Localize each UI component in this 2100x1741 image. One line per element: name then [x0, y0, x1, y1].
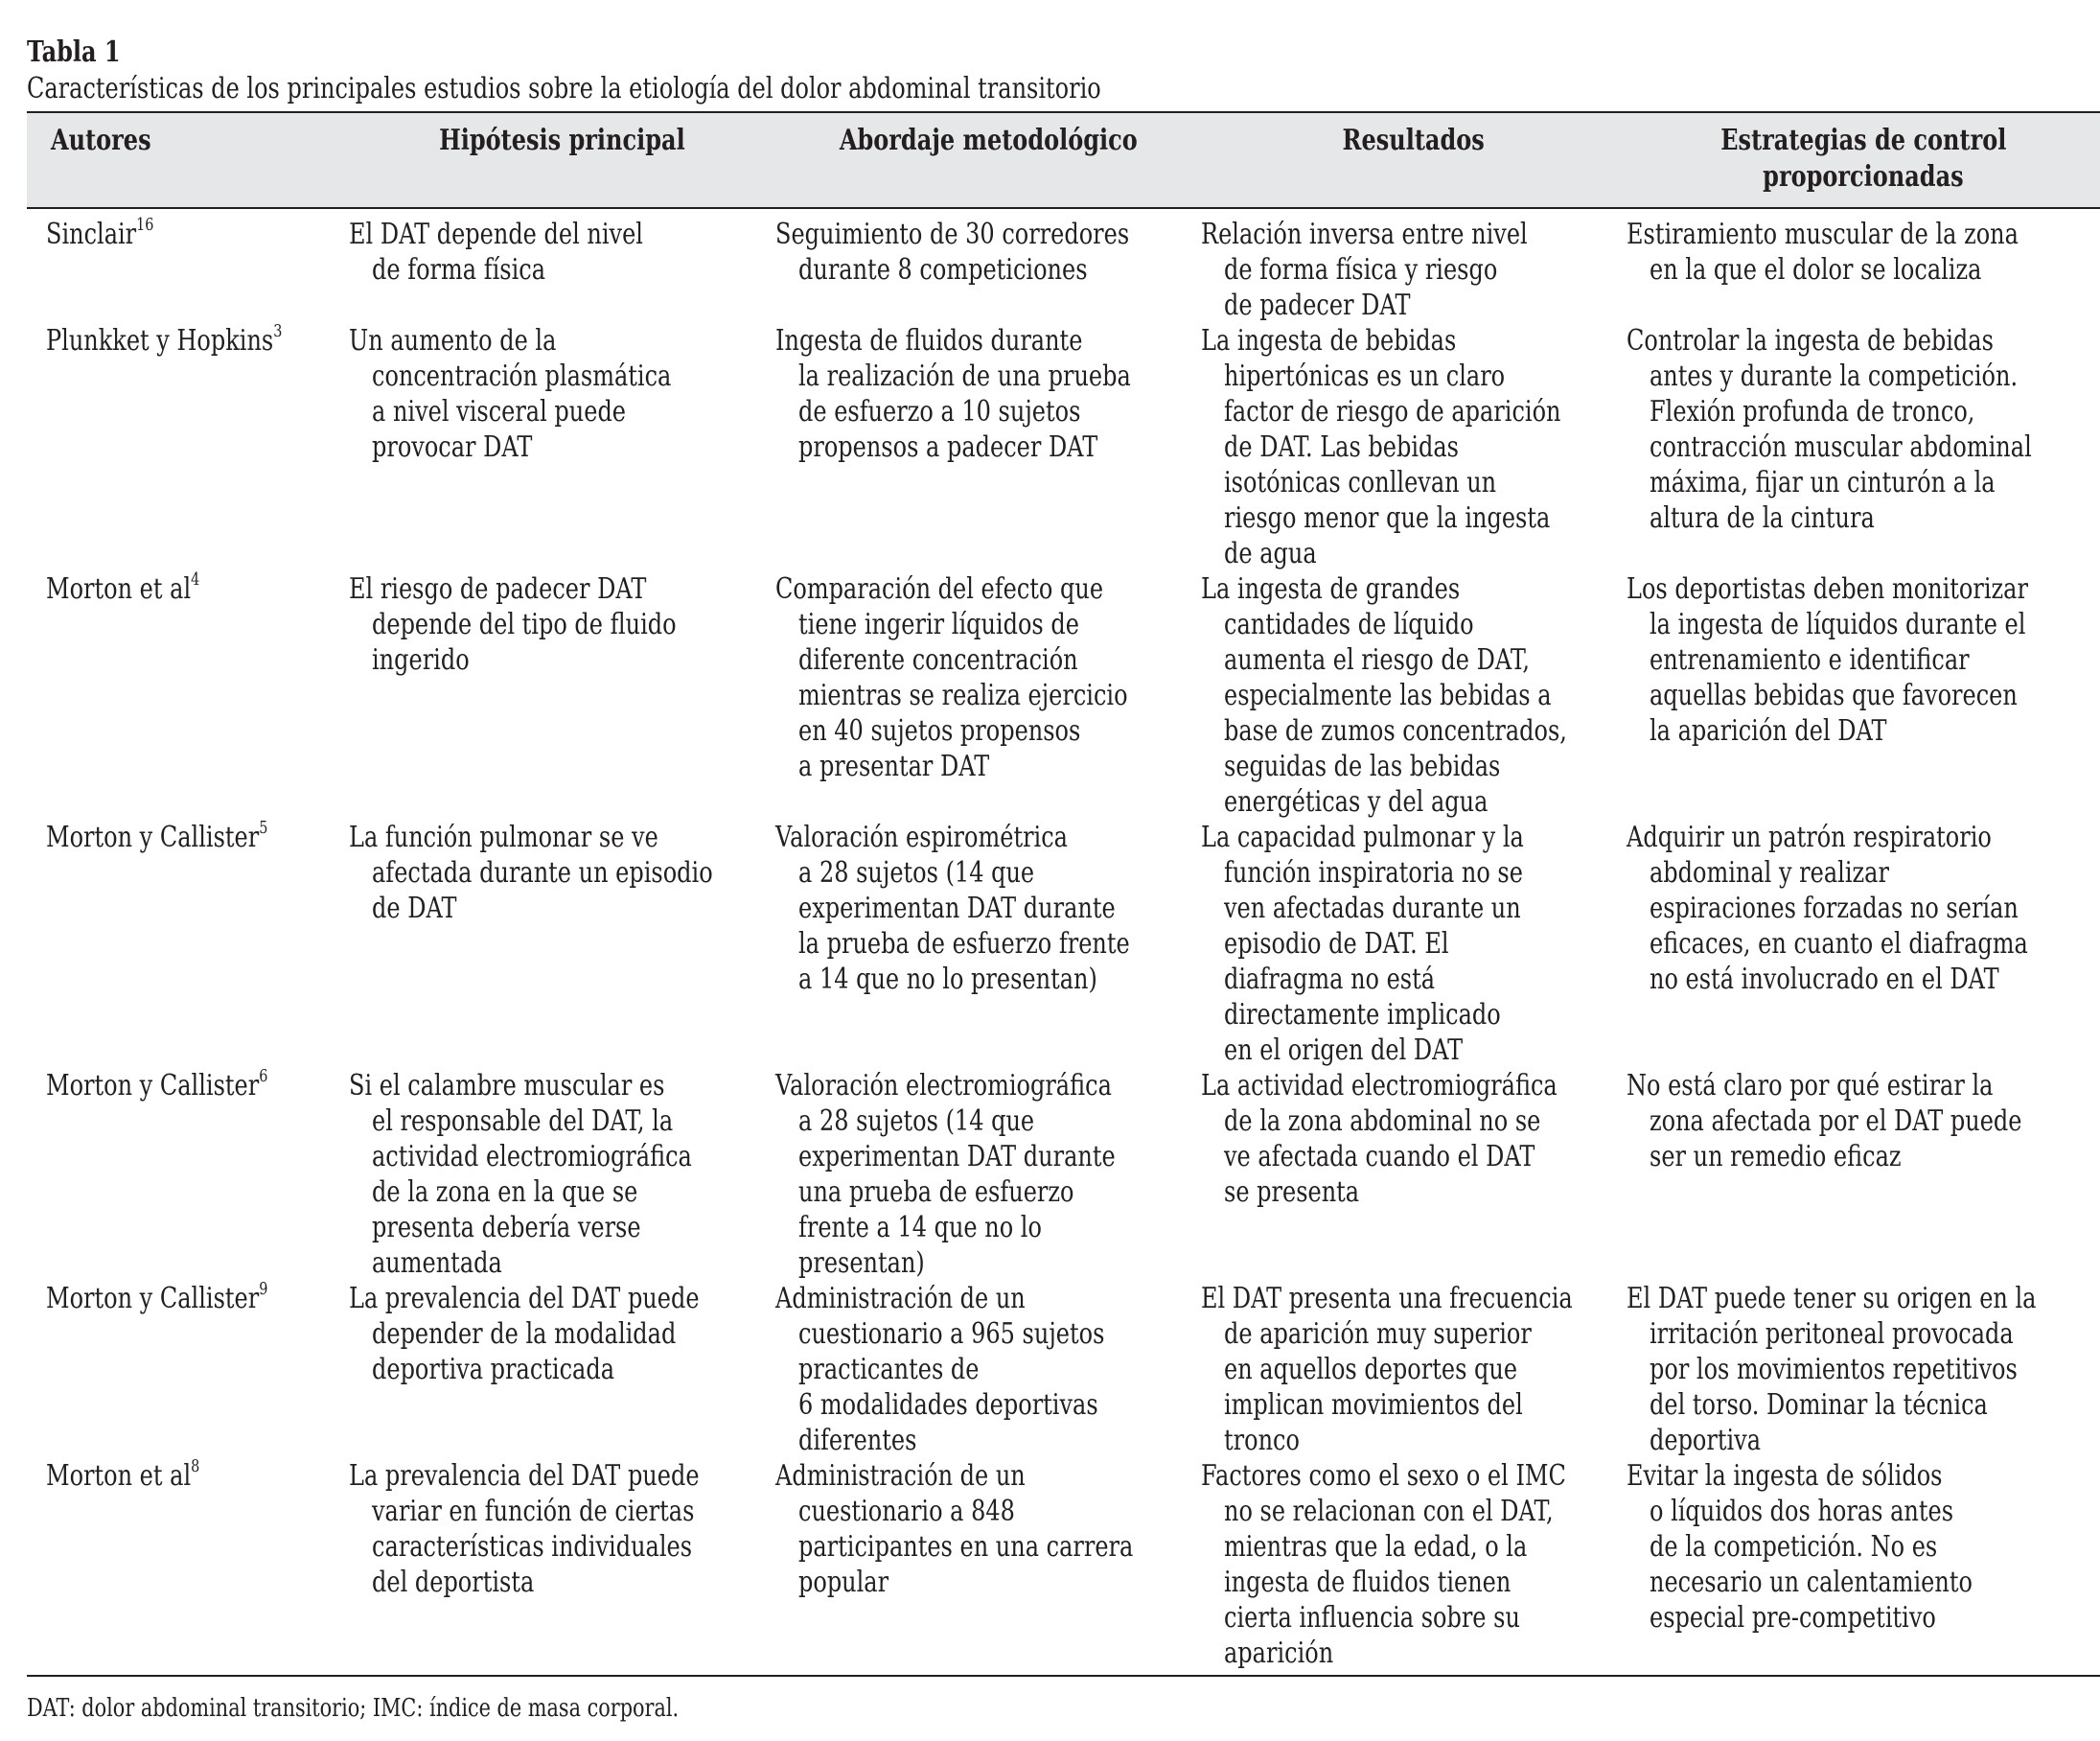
cell-line: en la que el dolor se localiza [1650, 253, 1982, 287]
cell-line: deportiva practicada [372, 1353, 614, 1386]
cell-line: la aparición del DAT [1650, 714, 1887, 748]
cell-line: irritación peritoneal provocada [1650, 1317, 2014, 1351]
cell-line: Relación inversa entre nivel [1201, 218, 1528, 251]
cell-line: o líquidos dos horas antes [1650, 1495, 1954, 1528]
cell-line: presentan) [798, 1246, 925, 1280]
cell-line: La ingesta de bebidas [1201, 324, 1457, 358]
cell-line: popular [798, 1566, 889, 1599]
cell-line: La actividad electromiográfica [1201, 1069, 1558, 1103]
table-caption: Características de los principales estudios sobre la etiología del dolor abdominal transitorio [27, 72, 1101, 105]
strategies-cell [1627, 1281, 2100, 1458]
cell-line: Adquirir un patrón respiratorio [1627, 821, 1992, 854]
cell-line: depender de la modalidad [372, 1317, 677, 1351]
cell-line: especial pre-competitivo [1650, 1601, 1936, 1635]
cell-line: diafragma no está [1224, 963, 1436, 996]
table-row [27, 323, 2100, 571]
cell-line: Evitar la ingesta de sólidos [1627, 1459, 1943, 1493]
cell-line: del deportista [372, 1566, 535, 1599]
author-name: Plunkket y Hopkins [46, 324, 274, 358]
cell-line: de agua [1224, 537, 1317, 570]
cell-line: El DAT presenta una frecuencia [1201, 1282, 1573, 1315]
cell-line: aquellas bebidas que favorecen [1650, 679, 2018, 712]
cell-line: de esfuerzo a 10 sujetos [798, 395, 1081, 429]
reference-number: 16 [136, 215, 154, 235]
method-cell [775, 1068, 1201, 1281]
cell-line: de la zona en la que se [372, 1175, 638, 1209]
table-label: Tabla 1 [27, 35, 121, 69]
cell-line: cierta influencia sobre su [1224, 1601, 1520, 1635]
cell-line: tronco [1224, 1424, 1300, 1457]
header-hypothesis: Hipótesis principal [349, 112, 775, 208]
cell-line: Ingesta de fluidos durante [775, 324, 1083, 358]
cell-line: no está involucrado en el DAT [1650, 963, 1999, 996]
header-row [27, 112, 2100, 208]
cell-line: especialmente las bebidas a [1224, 679, 1552, 712]
table-footnote: DAT: dolor abdominal transitorio; IMC: índice de masa corporal. [27, 1694, 680, 1723]
cell-line: frente a 14 que no lo [798, 1211, 1042, 1244]
strategies-cell [1627, 323, 2100, 571]
cell-line: máxima, fijar un cinturón a la [1650, 466, 1996, 499]
cell-line: del torso. Dominar la técnica [1650, 1388, 1988, 1422]
cell-line: La prevalencia del DAT puede [349, 1282, 700, 1315]
cell-line: La prevalencia del DAT puede [349, 1459, 700, 1493]
cell-line: a presentar DAT [798, 750, 990, 783]
results-cell [1201, 820, 1627, 1068]
cell-line: base de zumos concentrados, [1224, 714, 1567, 748]
cell-line: Controlar la ingesta de bebidas [1627, 324, 1994, 358]
table-row [27, 208, 2100, 323]
table-figure [27, 35, 2100, 1725]
cell-line: No está claro por qué estirar la [1627, 1069, 1994, 1103]
cell-line: durante 8 competiciones [798, 253, 1088, 287]
header-authors: Autores [27, 112, 349, 208]
table-row [27, 820, 2100, 1068]
cell-line: altura de la cintura [1650, 501, 1875, 535]
cell-line: abdominal y realizar [1650, 856, 1889, 890]
cell-line: contracción muscular abdominal [1650, 430, 2032, 464]
cell-line: de la competición. No es [1650, 1530, 1938, 1564]
cell-line: aparición [1224, 1637, 1334, 1670]
cell-line: eficaces, en cuanto el diafragma [1650, 927, 2028, 961]
cell-line: no se relacionan con el DAT, [1224, 1495, 1554, 1528]
cell-line: Flexión profunda de tronco, [1650, 395, 1975, 429]
cell-line: a nivel visceral puede [372, 395, 627, 429]
cell-line: El DAT puede tener su origen en la [1627, 1282, 2037, 1315]
cell-line: diferentes [798, 1424, 917, 1457]
cell-line: La capacidad pulmonar y la [1201, 821, 1524, 854]
cell-line: aumenta el riesgo de DAT, [1224, 643, 1530, 677]
cell-line: cuestionario a 965 sujetos [798, 1317, 1105, 1351]
table-body [27, 208, 2100, 1676]
cell-line: experimentan DAT durante [798, 892, 1116, 925]
cell-line: por los movimientos repetitivos [1650, 1353, 2018, 1386]
author-name: Sinclair [46, 218, 137, 251]
cell-line: afectada durante un episodio [372, 856, 713, 890]
cell-line: energéticas y del agua [1224, 785, 1488, 819]
cell-line: propensos a padecer DAT [798, 430, 1098, 464]
cell-line: El DAT depende del nivel [349, 218, 643, 251]
hypothesis-cell [349, 571, 775, 820]
table-row [27, 1458, 2100, 1676]
results-cell [1201, 323, 1627, 571]
results-cell [1201, 1068, 1627, 1281]
table-row [27, 571, 2100, 820]
author-name: Morton et al [46, 572, 192, 606]
table-row [27, 1068, 2100, 1281]
cell-line: en el origen del DAT [1224, 1033, 1464, 1067]
cell-line: cantidades de líquido [1224, 608, 1474, 641]
cell-line: de DAT. Las bebidas [1224, 430, 1459, 464]
author-cell [27, 1281, 349, 1458]
cell-line: isotónicas conllevan un [1224, 466, 1497, 499]
cell-line: necesario un calentamiento [1650, 1566, 1973, 1599]
cell-line: participantes en una carrera [798, 1530, 1134, 1564]
cell-line: directamente implicado [1224, 998, 1501, 1032]
cell-line: ve afectada cuando el DAT [1224, 1140, 1535, 1173]
cell-line: características individuales [372, 1530, 693, 1564]
cell-line: en aquellos deportes que [1224, 1353, 1518, 1386]
results-cell [1201, 1458, 1627, 1676]
reference-number: 5 [259, 818, 268, 838]
cell-line: Valoración electromiográfica [775, 1069, 1112, 1103]
reference-number: 8 [191, 1456, 200, 1476]
cell-line: a 28 sujetos (14 que [798, 856, 1035, 890]
method-cell [775, 1458, 1201, 1676]
cell-line: depende del tipo de fluido [372, 608, 677, 641]
cell-line: 6 modalidades deportivas [798, 1388, 1098, 1422]
strategies-cell [1627, 820, 2100, 1068]
hypothesis-cell [349, 820, 775, 1068]
cell-line: Factores como el sexo o el IMC [1201, 1459, 1566, 1493]
cell-line: Seguimiento de 30 corredores [775, 218, 1130, 251]
cell-line: mientras que la edad, o la [1224, 1530, 1528, 1564]
strategies-cell [1627, 1068, 2100, 1281]
author-name: Morton y Callister [46, 1282, 260, 1315]
cell-line: implican movimientos del [1224, 1388, 1523, 1422]
cell-line: a 14 que no lo presentan) [798, 963, 1097, 996]
cell-line: Comparación del efecto que [775, 572, 1104, 606]
method-cell [775, 820, 1201, 1068]
cell-line: seguidas de las bebidas [1224, 750, 1501, 783]
hypothesis-cell [349, 1281, 775, 1458]
author-cell [27, 571, 349, 820]
cell-line: de forma física y riesgo [1224, 253, 1498, 287]
cell-line: de DAT [372, 892, 457, 925]
results-cell [1201, 1281, 1627, 1458]
cell-line: ser un remedio eficaz [1650, 1140, 1902, 1173]
method-cell [775, 1281, 1201, 1458]
hypothesis-cell [349, 323, 775, 571]
author-name: Morton y Callister [46, 1069, 260, 1103]
cell-line: Un aumento de la [349, 324, 557, 358]
method-cell [775, 571, 1201, 820]
cell-line: Estiramiento muscular de la zona [1627, 218, 2019, 251]
author-cell [27, 323, 349, 571]
method-cell [775, 208, 1201, 323]
studies-table [27, 111, 2100, 1677]
cell-line: ingesta de fluidos tienen [1224, 1566, 1512, 1599]
cell-line: factor de riesgo de aparición [1224, 395, 1561, 429]
cell-line: La función pulmonar se ve [349, 821, 658, 854]
cell-line: Administración de un [775, 1459, 1026, 1493]
cell-line: Administración de un [775, 1282, 1026, 1315]
author-name: Morton y Callister [46, 821, 260, 854]
cell-line: mientras se realiza ejercicio [798, 679, 1128, 712]
strategies-cell [1627, 571, 2100, 820]
method-cell [775, 323, 1201, 571]
cell-line: antes y durante la competición. [1650, 360, 2019, 393]
author-cell [27, 1458, 349, 1676]
cell-line: la prueba de esfuerzo frente [798, 927, 1130, 961]
cell-line: Si el calambre muscular es [349, 1069, 665, 1103]
cell-line: ven afectadas durante un [1224, 892, 1521, 925]
cell-line: una prueba de esfuerzo [798, 1175, 1074, 1209]
author-cell [27, 820, 349, 1068]
cell-line: a 28 sujetos (14 que [798, 1104, 1035, 1138]
strategies-cell [1627, 1458, 2100, 1676]
table-header [27, 112, 2100, 208]
cell-line: en 40 sujetos propensos [798, 714, 1081, 748]
cell-line: la ingesta de líquidos durante el [1650, 608, 2026, 641]
hypothesis-cell [349, 208, 775, 323]
results-cell [1201, 208, 1627, 323]
author-name: Morton et al [46, 1459, 192, 1493]
cell-line: actividad electromiográfica [372, 1140, 692, 1173]
cell-line: entrenamiento e identificar [1650, 643, 1970, 677]
cell-line: presenta debería verse [372, 1211, 641, 1244]
cell-line: función inspiratoria no se [1224, 856, 1523, 890]
cell-line: hipertónicas es un claro [1224, 360, 1506, 393]
cell-line: experimentan DAT durante [798, 1140, 1116, 1173]
cell-line: variar en función de ciertas [372, 1495, 695, 1528]
cell-line: de la zona abdominal no se [1224, 1104, 1541, 1138]
cell-line: practicantes de [798, 1353, 980, 1386]
results-cell [1201, 571, 1627, 820]
hypothesis-cell [349, 1458, 775, 1676]
cell-line: tiene ingerir líquidos de [798, 608, 1079, 641]
cell-line: de aparición muy superior [1224, 1317, 1532, 1351]
cell-line: concentración plasmática [372, 360, 672, 393]
hypothesis-cell [349, 1068, 775, 1281]
cell-line: deportiva [1650, 1424, 1762, 1457]
cell-line: aumentada [372, 1246, 502, 1280]
cell-line: diferente concentración [798, 643, 1078, 677]
table-row [27, 1281, 2100, 1458]
cell-line: de forma física [372, 253, 545, 287]
cell-line: se presenta [1224, 1175, 1360, 1209]
author-cell [27, 208, 349, 323]
reference-number: 3 [273, 321, 283, 341]
cell-line: episodio de DAT. El [1224, 927, 1449, 961]
header-method: Abordaje metodológico [775, 112, 1201, 208]
author-cell [27, 1068, 349, 1281]
cell-line: Los deportistas deben monitorizar [1627, 572, 2028, 606]
cell-line: espiraciones forzadas no serían [1650, 892, 2019, 925]
cell-line: El riesgo de padecer DAT [349, 572, 647, 606]
reference-number: 9 [259, 1279, 268, 1299]
cell-line: zona afectada por el DAT puede [1650, 1104, 2022, 1138]
cell-line: provocar DAT [372, 430, 533, 464]
cell-line: ingerido [372, 643, 470, 677]
cell-line: Valoración espirométrica [775, 821, 1068, 854]
cell-line: el responsable del DAT, la [372, 1104, 674, 1138]
reference-number: 4 [191, 569, 200, 590]
header-results: Resultados [1201, 112, 1627, 208]
cell-line: de padecer DAT [1224, 289, 1411, 322]
cell-line: la realización de una prueba [798, 360, 1131, 393]
cell-line: riesgo menor que la ingesta [1224, 501, 1551, 535]
strategies-cell [1627, 208, 2100, 323]
cell-line: cuestionario a 848 [798, 1495, 1015, 1528]
cell-line: La ingesta de grandes [1201, 572, 1461, 606]
header-strategies: Estrategias de control proporcionadas [1627, 112, 2100, 208]
reference-number: 6 [259, 1066, 268, 1086]
